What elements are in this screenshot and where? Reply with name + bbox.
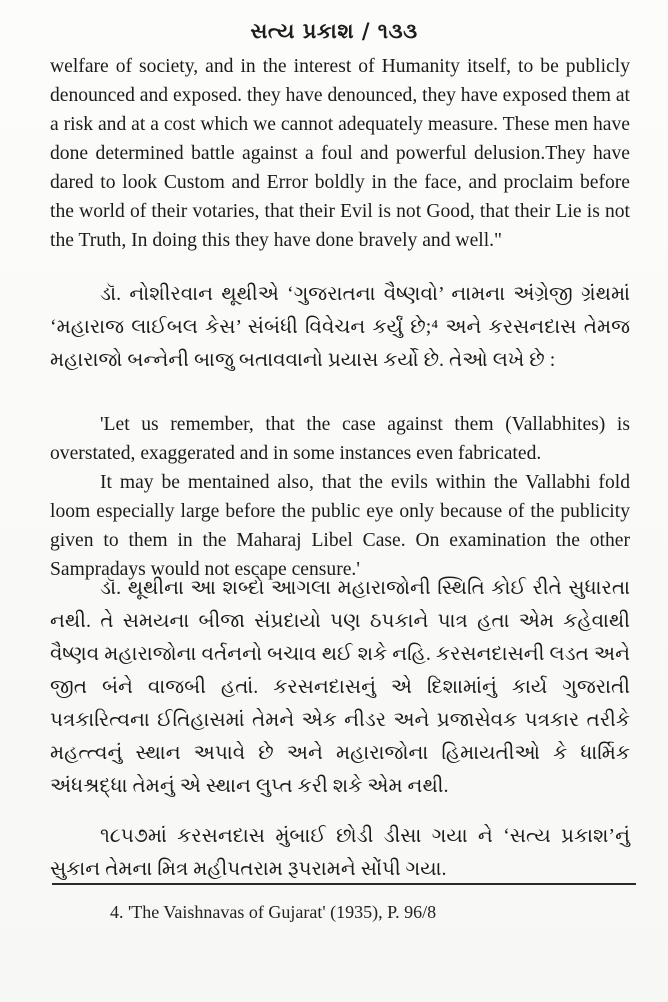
gujarati-paragraph-1: ડૉ. નોશીરવાન થૂથીએ ‘ગુજરાતના વૈષ્ણવો’ નામના અંગ્રેજી ગ્રંથમાં ‘મહારાજ લાઈબલ કેસ’ સંબંધી વિવેચન કર્યું છે;⁴ અને કરસનદાસ તેમજ મહારાજો બન્નેની બાજુ બતાવવાનો પ્રયાસ કર્યો છે. તેઓ લખે છે :: [50, 283, 630, 371]
gujarati-paragraph-2: ડૉ. થૂથીના આ શબ્દો આગલા મહારાજોની સ્થિતિ કોઈ રીતે સુધારતા નથી. તે સમયના બીજા સંપ્રદાયો પણ ઠપકાને પાત્ર હતા એમ કહેવાથી વૈષ્ણવ મહારાજોના વર્તનનો બચાવ થઈ શકે નહિ. કરસનદાસની લડત અને જીત બંને વાજબી હતાં. કરસનદાસનું એ દિશામાંનું કાર્ય ગુજરાતી પત્રકારિત્વના ઈતિહાસમાં તેમને એક નીડર અને પ્રજાસેવક પત્રકાર તરીકે મહત્ત્વનું સ્થાન અપાવે છે અને મહારાજોના હિમાયતીઓ કે ધાર્મિક અંધશ્રદ્ધા તેમનું એ સ્થાન લુપ્ત કરી શકે એમ નથી.: [50, 577, 630, 797]
gujarati-paragraph-2-block: [50, 572, 630, 803]
running-header: સત્ય પ્રકાશ / ૧૩૩: [250, 18, 418, 43]
quote-continuation-block: [50, 52, 630, 255]
english-quote-block: [50, 410, 630, 584]
footnote-divider: [52, 883, 636, 885]
gujarati-paragraph-3-block: [50, 820, 630, 886]
gujarati-paragraph-3: ૧૮૫૭માં કરસનદાસ મુંબાઈ છોડી ડીસા ગયા ને ‘સત્ય પ્રકાશ’નું સુકાન તેમના મિત્ર મહીપતરામ રૂપરામને સોંપી ગયા.: [50, 825, 630, 880]
quote-continuation: welfare of society, and in the interest of Humanity itself, to be publicly denounced and exposed. they have denounced, they have exposed them at a risk and at a cost which we cannot adequately measure. These men have done determined battle against a foul and powerful delusion.They have dared to look Custom and Error boldly in the face, and proclaim before the world of their votaries, that their Evil is not Good, that their Lie is not the Truth, In doing this they have done bravely and well.": [50, 56, 630, 251]
gujarati-paragraph-1-block: [50, 278, 630, 377]
english-quote-paragraph-2: It may be mentained also, that the evils within the Vallabhi fold loom especially large before the public eye only because of the publicity given to them in the Maharaj Libel Case. On examination the other Sampradays would not escape censure.': [50, 472, 630, 580]
footnote: 4. 'The Vaishnavas of Gujarat' (1935), P. 96/8: [110, 902, 437, 922]
english-quote-paragraph-1: 'Let us remember, that the case against them (Vallabhites) is overstated, exaggerated and in some instances even fabricated.: [50, 414, 630, 464]
